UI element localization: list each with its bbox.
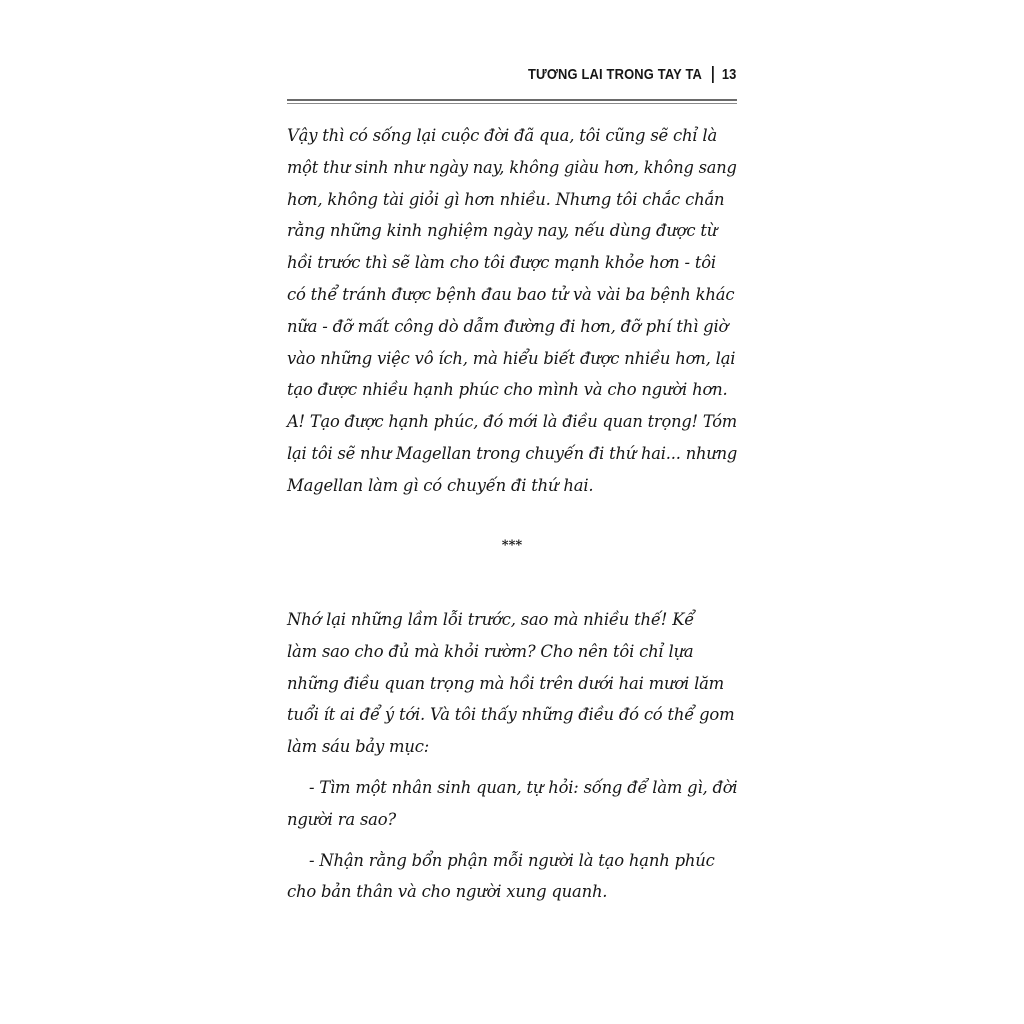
text-line: hơn, không tài giỏi gì hơn nhiều. Nhưng tôi chắc chắn xyxy=(287,189,725,209)
list-item-line: - Nhận rằng bổn phận mỗi người là tạo hạnh phúc xyxy=(309,850,715,870)
text-line: có thể tránh được bệnh đau bao tử và vài ba bệnh khác xyxy=(287,284,735,304)
header-rule-top xyxy=(287,99,737,101)
text-line: lại tôi sẽ như Magellan trong chuyến đi thứ hai... nhưng xyxy=(287,443,738,463)
text-line: những điều quan trọng mà hồi trên dưới hai mươi lăm xyxy=(287,673,725,693)
section-2-text xyxy=(287,604,737,908)
text-line: rằng những kinh nghiệm ngày nay, nếu dùng được từ xyxy=(287,221,718,241)
running-title: TƯƠNG LAI TRONG TAY TA xyxy=(528,66,703,83)
list-item-line: - Tìm một nhân sinh quan, tự hỏi: sống để làm gì, đời xyxy=(308,777,738,797)
text-line: nữa - đỡ mất công dò dẫm đường đi hơn, đỡ phí thì giờ xyxy=(287,316,729,336)
text-line: A! Tạo được hạnh phúc, đó mới là điều quan trọng! Tóm xyxy=(287,412,738,432)
book-page xyxy=(287,0,737,1024)
text-line: tuổi ít ai để ý tới. Và tôi thấy những điều đó có thể gom xyxy=(287,705,735,725)
text-line: Nhớ lại những lầm lỗi trước, sao mà nhiều thế! Kể xyxy=(287,610,695,629)
section-1-paragraph xyxy=(287,120,737,502)
text-line: một thư sinh như ngày nay, không giàu hơn, không sang xyxy=(287,157,737,177)
paragraph-gap xyxy=(287,763,737,772)
header-separator xyxy=(713,66,715,83)
list-item-line: cho bản thân và cho người xung quanh. xyxy=(287,882,608,902)
text-line: làm sáu bảy mục: xyxy=(287,737,430,757)
text-line: hồi trước thì sẽ làm cho tôi được mạnh khỏe hơn - tôi xyxy=(287,253,716,273)
running-head xyxy=(528,66,737,83)
text-line: tạo được nhiều hạnh phúc cho mình và cho người hơn. xyxy=(287,380,728,400)
paragraph-gap xyxy=(287,836,737,845)
text-line: làm sao cho đủ mà khỏi rườm? Cho nên tôi chỉ lựa xyxy=(287,641,694,661)
header-rule-bottom xyxy=(287,103,737,104)
text-line: Vậy thì có sống lại cuộc đời đã qua, tôi cũng sẽ chỉ là xyxy=(287,126,718,145)
section-separator: *** xyxy=(501,538,523,553)
text-line: Magellan làm gì có chuyến đi thứ hai. xyxy=(287,475,594,495)
text-line: vào những việc vô ích, mà hiểu biết được nhiều hơn, lại xyxy=(287,348,736,368)
list-item-line: người ra sao? xyxy=(287,809,396,829)
page-number: 13 xyxy=(722,66,737,83)
